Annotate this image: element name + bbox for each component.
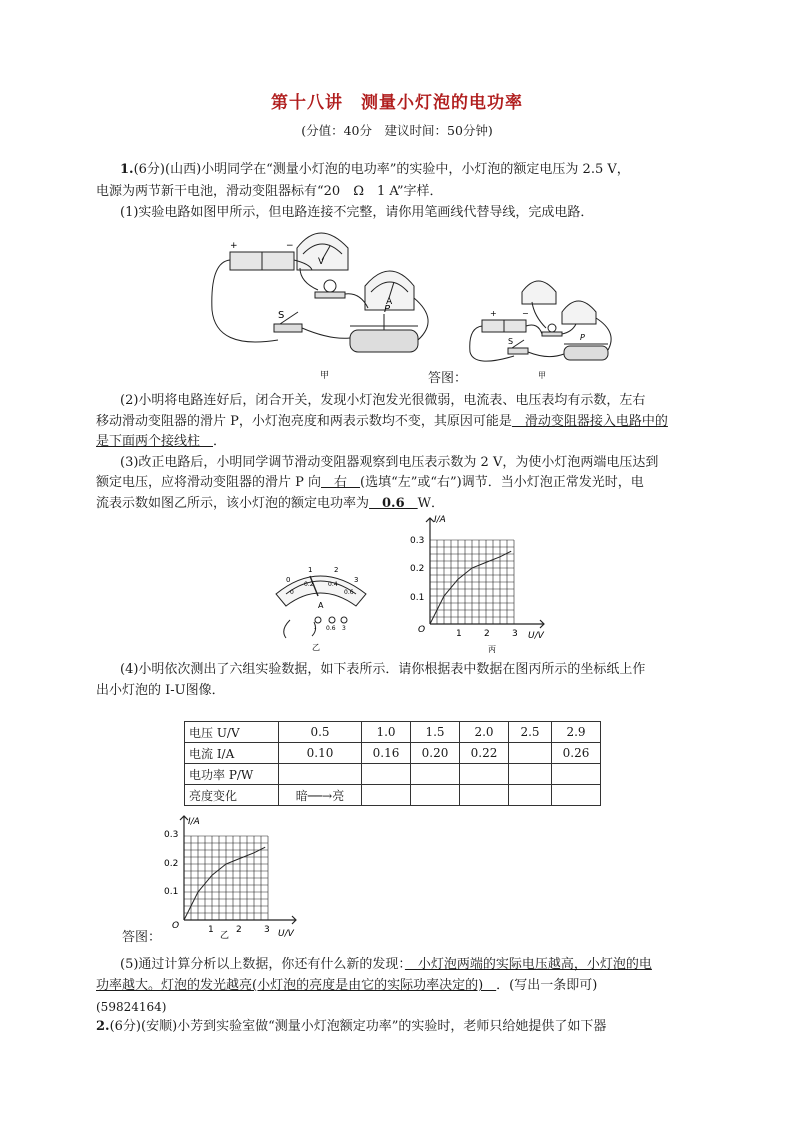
fig-jia-caption: 甲 bbox=[320, 371, 330, 380]
ammeter-figure-yi bbox=[272, 560, 372, 652]
table-row-header: 电功率 P/W bbox=[185, 764, 279, 785]
table-cell bbox=[411, 764, 460, 785]
table-cell: 0.20 bbox=[411, 743, 460, 764]
answer-label-graph: 答图： bbox=[122, 930, 162, 945]
ammeter-terminal-3: 3 bbox=[342, 625, 346, 632]
table-cell: 0.5 bbox=[279, 722, 362, 743]
bulb bbox=[324, 280, 336, 292]
q1-intro-line-1 bbox=[96, 160, 700, 180]
table-cell bbox=[552, 764, 601, 785]
table-row bbox=[185, 785, 601, 806]
circuit-figure-jia bbox=[200, 220, 440, 380]
table-row bbox=[185, 743, 601, 764]
table-cell bbox=[411, 785, 460, 806]
table-cell: 1.5 bbox=[411, 722, 460, 743]
ammeter-top-2: 2 bbox=[334, 566, 339, 574]
graph-y-tick-02: 0.2 bbox=[410, 564, 425, 574]
q2-text: (6分)(安顺)小芳到实验室做“测量小灯泡额定功率”的实验时，老师只给她提供了如下器 bbox=[109, 1019, 607, 1034]
ammeter-terminal-minus: - bbox=[314, 625, 317, 632]
q1-code: (59824164) bbox=[96, 1000, 167, 1014]
answer-graph-x-tick-3: 3 bbox=[264, 925, 270, 935]
ammeter-bottom-0: 0 bbox=[290, 589, 294, 596]
answer-battery-plus: + bbox=[490, 309, 497, 318]
table-cell: 暗──→亮 bbox=[279, 785, 362, 806]
graph-y-label: I/A bbox=[434, 515, 446, 525]
answer-fig-yi-caption: 乙 bbox=[220, 931, 230, 940]
answer-graph-origin: O bbox=[172, 921, 180, 931]
q1-part5-end: ．(写出一条即可) bbox=[496, 978, 598, 993]
ammeter-label: A bbox=[386, 297, 393, 307]
page-title: 第十八讲 测量小灯泡的电功率 bbox=[271, 93, 523, 113]
q1-part3-text-c: 流表示数如图乙所示，该小灯泡的额定电功率为 bbox=[96, 496, 370, 511]
iu-curve bbox=[430, 551, 511, 624]
ammeter-bottom-3: 0.6 bbox=[344, 589, 354, 596]
q1-part3-answer-power: 0.6 bbox=[369, 496, 418, 511]
table-cell: 2.5 bbox=[509, 722, 552, 743]
q1-part3-text-d: W． bbox=[417, 496, 445, 511]
table-cell bbox=[509, 743, 552, 764]
q2-line bbox=[96, 1017, 700, 1037]
answer-graph-x-tick-2: 2 bbox=[236, 925, 242, 935]
q1-part1: (1)实验电路如图甲所示，但电路连接不完整，请你用笔画线代替导线，完成电路． bbox=[120, 205, 594, 220]
graph-x-tick-1: 1 bbox=[456, 629, 462, 639]
q1-part2-line3 bbox=[96, 432, 700, 452]
graph-origin: O bbox=[418, 625, 426, 635]
iu-graph-bing bbox=[404, 512, 554, 654]
table-cell: 0.22 bbox=[460, 743, 509, 764]
table-cell bbox=[552, 785, 601, 806]
answer-graph-y-tick-02: 0.2 bbox=[164, 859, 179, 869]
answer-graph-y-label: I/A bbox=[188, 817, 200, 827]
q1-part2-end: ． bbox=[213, 434, 227, 449]
table-cell bbox=[460, 785, 509, 806]
ammeter-top-0: 0 bbox=[286, 576, 291, 584]
graph-y-tick-03: 0.3 bbox=[410, 536, 425, 546]
q1-part2-text: 移动滑动变阻器的滑片 P，小灯泡亮度和两表示数均不变，其原因可能是 bbox=[96, 414, 512, 429]
ammeter-top-1: 1 bbox=[308, 566, 313, 574]
q1-part3-line1: (3)改正电路后，小明同学调节滑动变阻器观察到电压表示数为 2 V，为使小灯泡两端电压达到 bbox=[120, 455, 659, 470]
voltmeter-label: V bbox=[318, 257, 325, 267]
q1-part5-answer-b: 功率越大。灯泡的发光越亮(小灯泡的亮度是由它的实际功率决定的) bbox=[96, 978, 497, 993]
ammeter-unit: A bbox=[318, 601, 324, 610]
graph-x-tick-3: 3 bbox=[512, 629, 518, 639]
answer-switch-label: S bbox=[508, 337, 514, 346]
graph-x-label: U/V bbox=[528, 631, 544, 641]
q1-part2-answer-b: 是下面两个接线柱 bbox=[96, 434, 214, 449]
table-cell: 1.0 bbox=[362, 722, 411, 743]
table-row bbox=[185, 722, 601, 743]
table-row-header: 电流 I/A bbox=[185, 743, 279, 764]
table-cell: 0.16 bbox=[362, 743, 411, 764]
graph-x-tick-2: 2 bbox=[484, 629, 490, 639]
q1-part3-line2 bbox=[96, 473, 700, 493]
answer-graph-x-label: U/V bbox=[278, 929, 294, 939]
table-cell bbox=[509, 764, 552, 785]
q2-number: 2. bbox=[96, 1019, 110, 1034]
q1-number: 1. bbox=[120, 162, 134, 177]
q1-part3-answer-direction: 右 bbox=[321, 475, 361, 490]
ammeter-top-3: 3 bbox=[354, 576, 359, 584]
iu-answer-curve bbox=[184, 847, 265, 920]
table-cell bbox=[460, 764, 509, 785]
ammeter-terminal-06: 0.6 bbox=[326, 625, 336, 632]
rheostat bbox=[350, 330, 418, 352]
table-row-header: 亮度变化 bbox=[185, 785, 279, 806]
ammeter-bottom-2: 0.4 bbox=[328, 581, 338, 588]
q1-part5-answer-a: 小灯泡两端的实际电压越高，小灯泡的电 bbox=[404, 957, 652, 972]
q1-part2-answer-a: 滑动变阻器接入电路中的 bbox=[511, 414, 668, 429]
iu-graph-answer-yi bbox=[160, 812, 306, 940]
table-cell bbox=[279, 764, 362, 785]
q1-intro-2: 电源为两节新干电池，滑动变阻器标有“20 Ω 1 A”字样． bbox=[96, 184, 443, 199]
answer-fig-jia-caption: 甲 bbox=[538, 371, 546, 380]
q1-part2-line2 bbox=[96, 412, 700, 432]
answer-graph-y-tick-03: 0.3 bbox=[164, 830, 179, 840]
answer-label-circuit: 答图： bbox=[428, 371, 468, 386]
fig-bing-caption: 丙 bbox=[488, 645, 496, 654]
table-cell bbox=[362, 785, 411, 806]
fig-yi-caption: 乙 bbox=[312, 643, 320, 652]
answer-slider-label: P bbox=[580, 333, 585, 342]
answer-graph-y-tick-01: 0.1 bbox=[164, 887, 179, 897]
table-cell: 2.0 bbox=[460, 722, 509, 743]
q1-part3-text-a: 额定电压，应将滑动变阻器的滑片 P 向 bbox=[96, 475, 322, 490]
q1-part3-line3 bbox=[96, 494, 700, 514]
answer-battery-minus: − bbox=[522, 309, 529, 318]
table-cell: 0.26 bbox=[552, 743, 601, 764]
table-cell: 0.10 bbox=[279, 743, 362, 764]
q1-intro-1: (6分)(山西)小明同学在“测量小灯泡的电功率”的实验中，小灯泡的额定电压为 2.5 V， bbox=[133, 162, 630, 177]
table-cell bbox=[362, 764, 411, 785]
table-cell bbox=[509, 785, 552, 806]
battery-minus-label: − bbox=[286, 241, 294, 251]
q1-part5-line1 bbox=[120, 955, 724, 975]
slider-label: P bbox=[384, 304, 391, 315]
q1-part2-line1: (2)小明将电路连好后，闭合开关，发现小灯泡发光很微弱，电流表、电压表均有示数，左右 bbox=[120, 393, 646, 408]
q1-part3-text-b: (选填“左”或“右”)调节．当小灯泡正常发光时，电 bbox=[360, 475, 644, 490]
page-subtitle: (分值：40分 建议时间：50分钟) bbox=[301, 123, 493, 138]
battery-plus-label: + bbox=[230, 241, 238, 251]
answer-graph-x-tick-1: 1 bbox=[208, 925, 214, 935]
data-table bbox=[184, 721, 601, 806]
table-row bbox=[185, 764, 601, 785]
table-row-header: 电压 U/V bbox=[185, 722, 279, 743]
q1-part5-line2 bbox=[96, 976, 700, 996]
q1-part4-line1: (4)小明依次测出了六组实验数据，如下表所示．请你根据表中数据在图丙所示的坐标纸上作 bbox=[120, 662, 646, 677]
switch-label: S bbox=[278, 310, 285, 321]
answer-circuit-figure bbox=[462, 272, 622, 382]
table-cell: 2.9 bbox=[552, 722, 601, 743]
q1-part5-text: (5)通过计算分析以上数据，你还有什么新的发现： bbox=[120, 957, 405, 972]
ammeter-bottom-1: 0.2 bbox=[304, 581, 314, 588]
graph-y-tick-01: 0.1 bbox=[410, 593, 425, 603]
q1-part4-line2: 出小灯泡的 I-U图像． bbox=[96, 683, 225, 698]
